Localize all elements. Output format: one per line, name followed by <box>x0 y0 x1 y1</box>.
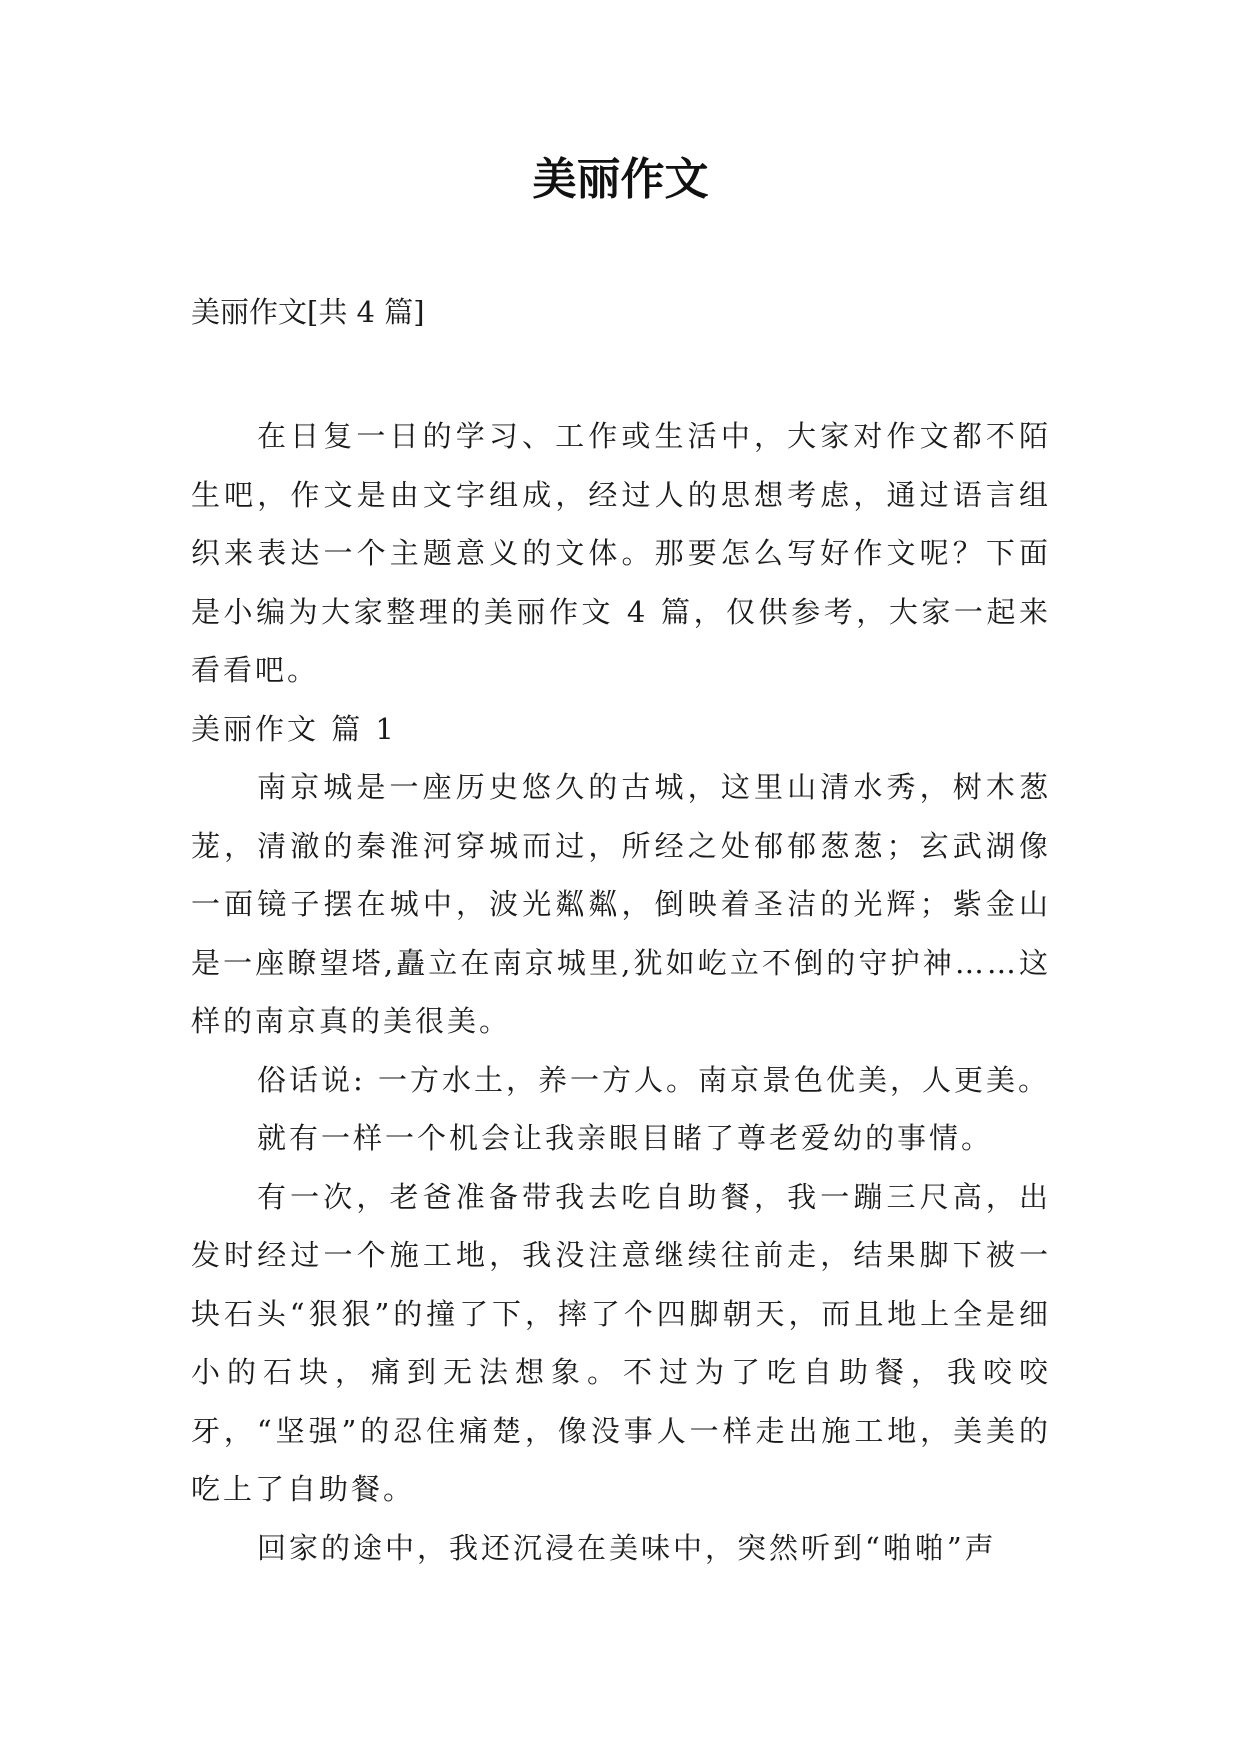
document-body <box>191 407 1051 1577</box>
body-paragraph: 回家的途中，我还沉浸在美味中，突然听到“啪啪”声 <box>257 1530 997 1565</box>
intro-paragraph: 在日复一日的学习、工作或生活中，大家对作文都不陌生吧，作文是由文字组成，经过人的思想考虑，通过语言组织来表达一个主题意义的文体。那要怎么写好作文呢？下面是小编为大家整理的美丽作文 4 篇，仅供参考，大家一起来看看吧。 <box>191 419 1051 687</box>
section-heading: 美丽作文 篇 1 <box>191 711 397 746</box>
body-paragraph: 就有一样一个机会让我亲眼目睹了尊老爱幼的事情。 <box>257 1121 994 1155</box>
document-subtitle: 美丽作文[共 4 篇] <box>191 295 425 329</box>
body-paragraph: 有一次，老爸准备带我去吃自助餐，我一蹦三尺高，出发时经过一个施工地，我没注意继续往前走，结果脚下被一块石头“狠狠”的撞了下，摔了个四脚朝天，而且地上全是细小的石块，痛到无法想象。不过为了吃自助餐，我咬咬牙，“坚强”的忍住痛楚，像没事人一样走出施工地，美美的吃上了自助餐。 <box>191 1179 1051 1506</box>
body-paragraph: 南京城是一座历史悠久的古城，这里山清水秀，树木葱茏，清澈的秦淮河穿城而过，所经之处郁郁葱葱；玄武湖像一面镜子摆在城中，波光粼粼，倒映着圣洁的光辉；紫金山是一座瞭望塔,矗立在南京城里,犹如屹立不倒的守护神……这样的南京真的美很美。 <box>191 770 1051 1038</box>
document-title: 美丽作文 <box>532 154 709 205</box>
body-paragraph: 俗话说: 一方水土，养一方人。南京景色优美，人更美。 <box>257 1062 1050 1097</box>
